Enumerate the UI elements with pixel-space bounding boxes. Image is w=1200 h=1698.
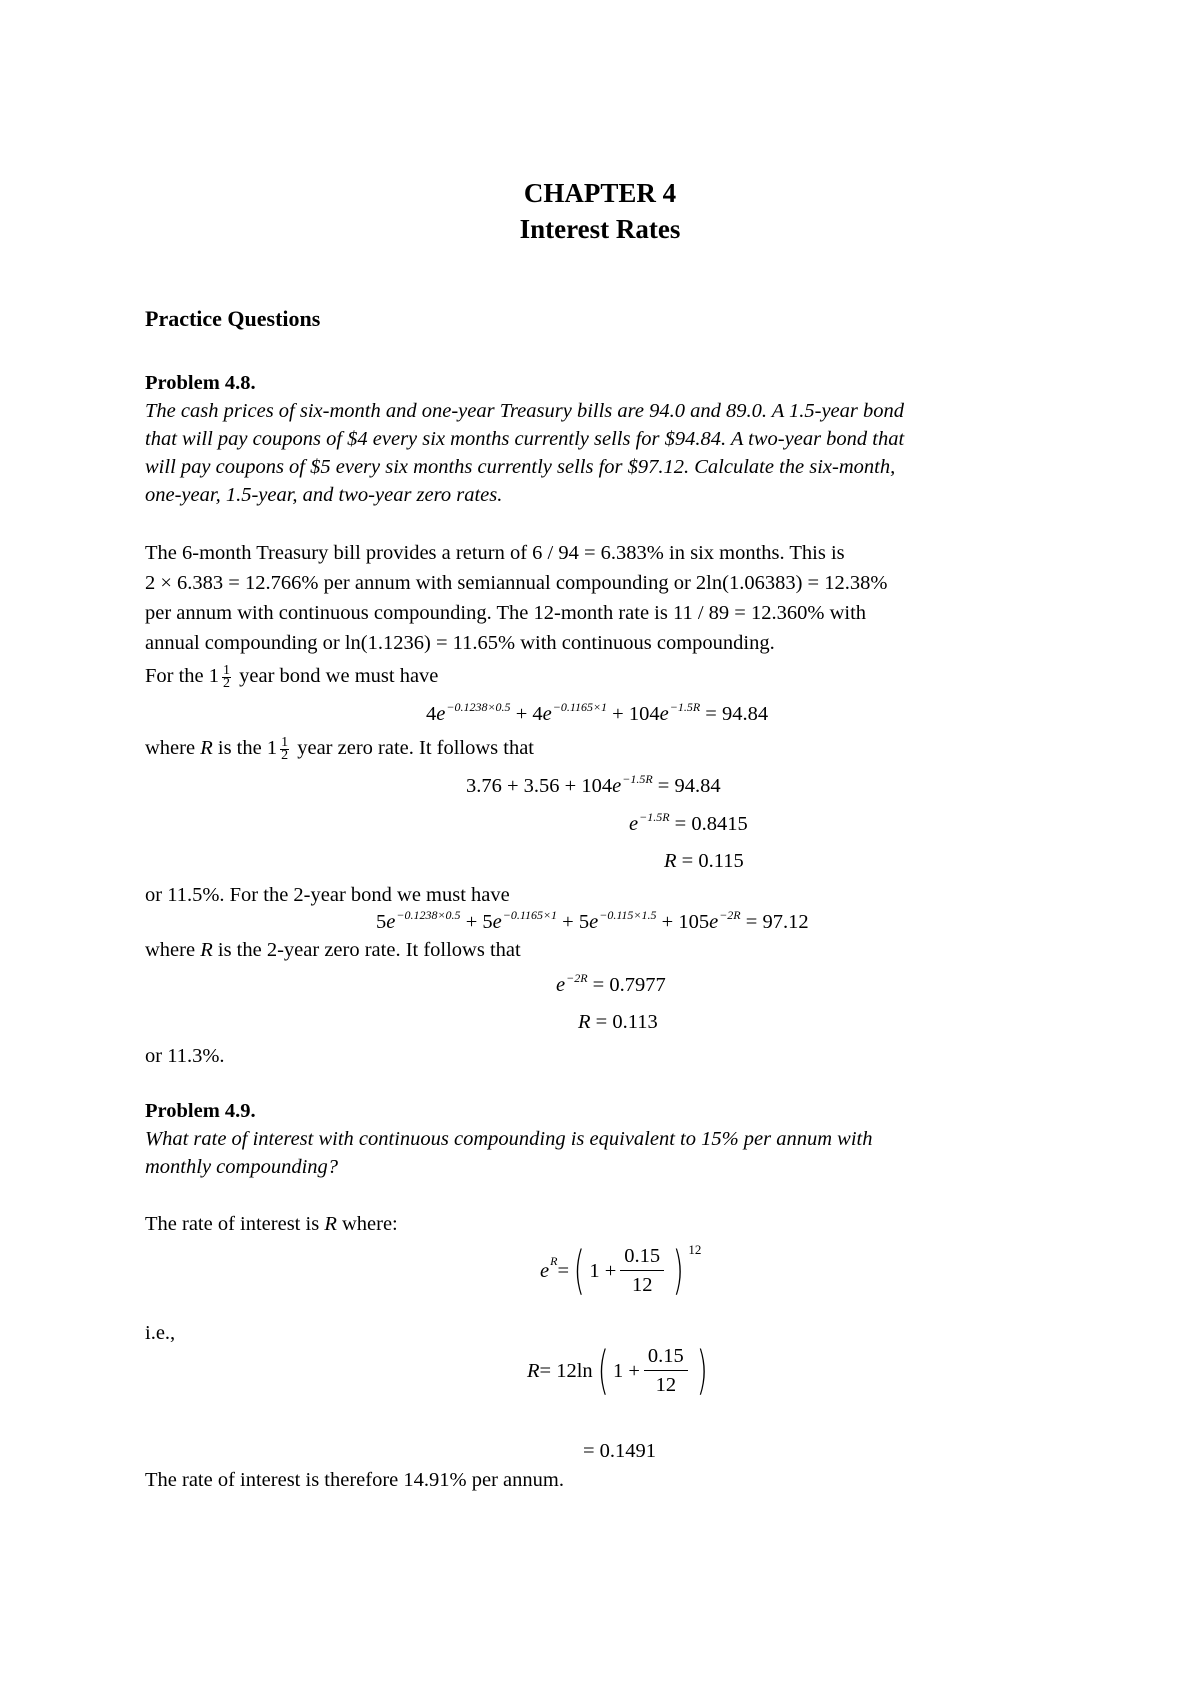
problem-4-8-question-line-3: will pay coupons of $5 every six months currently sells for $97.12. Calculate the six-month, (145, 456, 896, 478)
problem-4-9-question-line-2: monthly compounding? (145, 1156, 339, 1178)
math-6-over-94: 6 / 94 = 6.383% (532, 542, 664, 564)
problem-4-9-heading: Problem 4.9. (145, 1100, 256, 1122)
chapter-number: CHAPTER 4 (523, 178, 677, 208)
one-half-fraction-2: $\frac{1}{2}$ (281, 735, 289, 763)
math-semiannual: 2 × 6.383 = 12.766% (145, 572, 319, 594)
right-paren-2: ) (696, 1341, 708, 1401)
left-paren: ( (573, 1241, 585, 1301)
equation-follows-2: $e^{-1.5R} = 0.8415$ (629, 810, 748, 835)
answer-4-9-line-1: The rate of interest is R where: (145, 1213, 398, 1235)
one-half-fraction: $\frac{1}{2}$ (223, 663, 231, 691)
answer-4-9-conclusion: The rate of interest is therefore 14.91% per annum. (145, 1469, 564, 1491)
answer-line-4: annual compounding or ln(1.1236) = 11.65% with continuous compounding. (145, 632, 775, 654)
math-11-over-89: 11 / 89 = 12.360% (673, 602, 825, 624)
answer-line-1: The 6-month Treasury bill provides a return of 6 / 94 = 6.383% in six months. This is (145, 542, 845, 564)
problem-4-9-question-line-1: What rate of interest with continuous compounding is equivalent to 15% per annum with (145, 1128, 873, 1150)
equation-follows-3: R = 0.115 (664, 850, 744, 872)
ie-label: i.e., (145, 1322, 176, 1344)
equation-follows-4: $e^{-2R} = 0.7977$ (556, 971, 666, 996)
problem-4-8-question-line-1: The cash prices of six-month and one-year Treasury bills are 94.0 and 89.0. A 1.5-year bond (145, 400, 905, 422)
equation-result: = 0.1491 (583, 1440, 657, 1462)
right-paren: ) (672, 1241, 684, 1301)
math-continuous: 2ln(1.06383) = 12.38% (695, 572, 888, 594)
left-paren-2: ( (597, 1341, 609, 1401)
answer-line-6: where R is the 1 $\frac{1}{2}$ year zero rate. It follows that (145, 735, 534, 763)
equation-follows-5: R = 0.113 (578, 1011, 658, 1033)
equation-bond-2: $5e^{-0.1238\times 0.5} + 5e^{-0.1165\times 1} + 5e^{-0.115\times 1.5} + 105e^{-2R} = 97.12$ (376, 908, 809, 933)
section-heading: Practice Questions (145, 306, 321, 331)
problem-4-8-heading: Problem 4.8. (145, 372, 256, 394)
fraction-0-15-over-12: $\frac{0.15}{12}$ (620, 1245, 664, 1296)
chapter-title: Interest Rates (519, 214, 681, 244)
answer-line-7: or 11.5%. For the 2-year bond we must have (145, 884, 510, 906)
problem-4-8-question-line-2: that will pay coupons of $4 every six months currently sells for $94.84. A two-year bond that (145, 428, 905, 450)
answer-line-9: or 11.3%. (145, 1045, 225, 1067)
answer-line-5: For the 1 $\frac{1}{2}$ year bond we must have (145, 663, 439, 691)
equation-r-formula: R = 12ln ( 1 + $\frac{0.15}{12}$ ) (527, 1341, 708, 1401)
fraction-0-15-over-12-2: $\frac{0.15}{12}$ (644, 1345, 688, 1396)
answer-line-8: where R is the 2-year zero rate. It follows that (145, 939, 521, 961)
answer-line-3: per annum with continuous compounding. The 12-month rate is 11 / 89 = 12.360% with (145, 602, 867, 624)
equation-e-to-r: e $^R$ = ( 1 + $\frac{0.15}{12}$ ) 12 (540, 1241, 702, 1301)
answer-line-2: 2 × 6.383 = 12.766% per annum with semiannual compounding or 2ln(1.06383) = 12.38% (145, 572, 888, 594)
math-ln-1-1236: ln(1.1236) = 11.65% (344, 632, 516, 654)
equation-bond-1-5: $4e^{-0.1238\times 0.5} + 4e^{-0.1165\times 1} + 104e^{-1.5R} = 94.84$ (426, 700, 769, 725)
equation-follows-1: $3.76 + 3.56 + 104e^{-1.5R} = 94.84$ (466, 772, 721, 797)
problem-4-8-question-line-4: one-year, 1.5-year, and two-year zero rates. (145, 484, 503, 506)
